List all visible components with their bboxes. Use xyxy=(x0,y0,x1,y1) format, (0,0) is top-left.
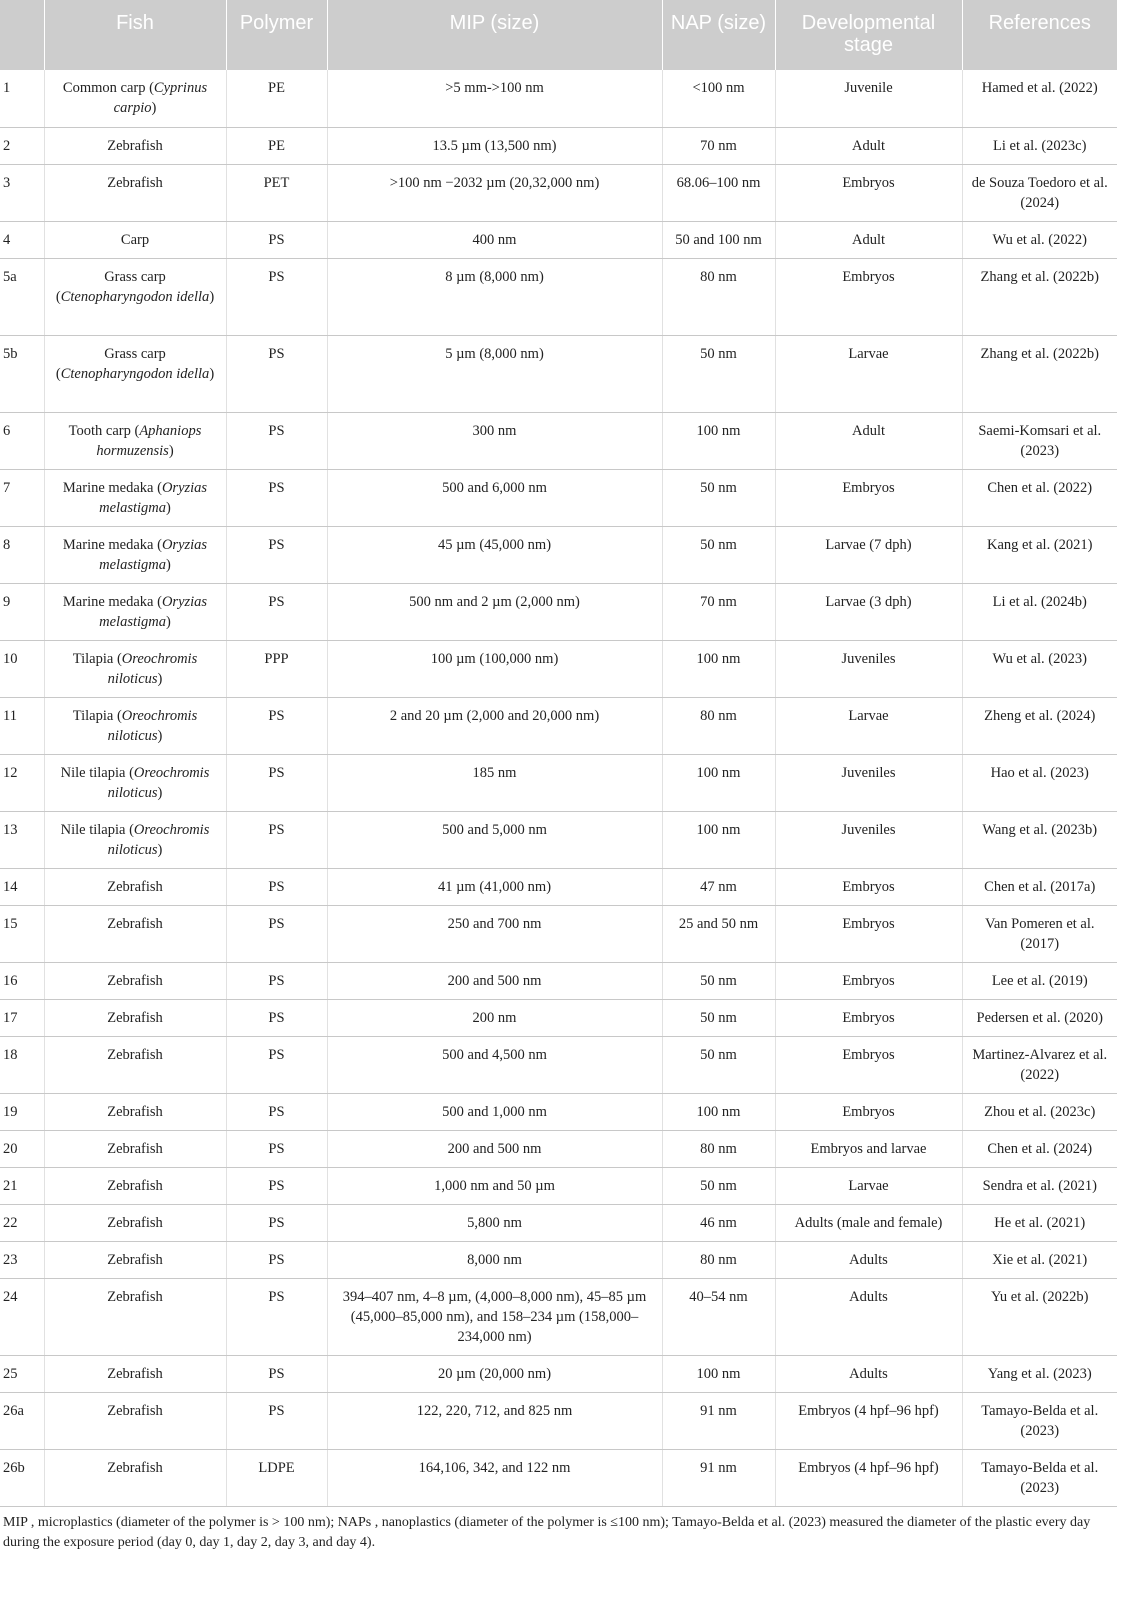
fish-name-close: ) xyxy=(166,556,171,573)
developmental-stage-cell: Embryos xyxy=(775,1036,962,1093)
table-row xyxy=(0,905,1117,962)
fish-name-close: ) xyxy=(209,288,215,305)
nap-size-cell: 50 and 100 nm xyxy=(662,221,775,258)
table-footnote: MIP , microplastics (diameter of the polymer is > 100 nm); NAPs , nanoplastics (diameter of the polymer is ≤100 nm); Tamayo-Belda et al. (2023) measured the diameter of the plastic every day during the exposure period (day 0, day 1, day 2, day 3, and day 4). xyxy=(3,1514,1091,1550)
row-id: 18 xyxy=(0,1036,44,1093)
reference-cell: Hamed et al. (2022) xyxy=(962,70,1117,127)
fish-species-name: Aphaniops hormuzensis xyxy=(96,422,202,459)
developmental-stage-cell: Embryos xyxy=(775,962,962,999)
fish-species-name: Ctenopharyngodon idella xyxy=(60,288,210,305)
table-row xyxy=(0,469,1117,526)
table-row xyxy=(0,754,1117,811)
mip-size-cell: 8 µm (8,000 nm) xyxy=(327,258,662,335)
reference-cell: Chen et al. (2022) xyxy=(962,469,1117,526)
nap-size-cell: 68.06–100 nm xyxy=(662,164,775,221)
developmental-stage-cell: Embryos xyxy=(775,868,962,905)
row-id: 7 xyxy=(0,469,44,526)
reference-cell: Zhang et al. (2022b) xyxy=(962,335,1117,412)
polymer-cell: PET xyxy=(226,164,327,221)
polymer-cell: PS xyxy=(226,1167,327,1204)
row-id: 2 xyxy=(0,127,44,164)
developmental-stage-cell: Juveniles xyxy=(775,754,962,811)
nap-size-cell: 80 nm xyxy=(662,697,775,754)
nap-size-cell: 91 nm xyxy=(662,1392,775,1449)
nap-size-cell: 80 nm xyxy=(662,1130,775,1167)
fish-cell xyxy=(44,1167,226,1204)
mip-size-cell: 200 and 500 nm xyxy=(327,962,662,999)
developmental-stage-cell: Larvae (7 dph) xyxy=(775,526,962,583)
fish-cell xyxy=(44,258,226,335)
polymer-cell: LDPE xyxy=(226,1449,327,1506)
reference-cell: Kang et al. (2021) xyxy=(962,526,1117,583)
developmental-stage-cell: Adult xyxy=(775,127,962,164)
developmental-stage-cell: Juveniles xyxy=(775,811,962,868)
reference-cell: Chen et al. (2017a) xyxy=(962,868,1117,905)
fish-common-name: Zebrafish xyxy=(107,972,163,989)
fish-cell xyxy=(44,1392,226,1449)
polymer-cell: PS xyxy=(226,1036,327,1093)
polymer-cell: PS xyxy=(226,999,327,1036)
mip-size-cell: 100 µm (100,000 nm) xyxy=(327,640,662,697)
reference-cell: Wang et al. (2023b) xyxy=(962,811,1117,868)
developmental-stage-cell: Juvenile xyxy=(775,70,962,127)
reference-cell: Chen et al. (2024) xyxy=(962,1130,1117,1167)
table-row xyxy=(0,583,1117,640)
table-row xyxy=(0,164,1117,221)
polymer-cell: PS xyxy=(226,754,327,811)
polymer-cell: PS xyxy=(226,258,327,335)
row-id: 21 xyxy=(0,1167,44,1204)
fish-common-name: Zebrafish xyxy=(107,1365,163,1382)
developmental-stage-cell: Larvae xyxy=(775,335,962,412)
reference-cell: Van Pomeren et al. (2017) xyxy=(962,905,1117,962)
developmental-stage-cell: Embryos xyxy=(775,164,962,221)
nap-size-cell: 50 nm xyxy=(662,335,775,412)
developmental-stage-cell: Larvae (3 dph) xyxy=(775,583,962,640)
fish-common-name: Tooth carp ( xyxy=(68,422,140,439)
row-id: 6 xyxy=(0,412,44,469)
mip-size-cell: 200 nm xyxy=(327,999,662,1036)
nap-size-cell: 47 nm xyxy=(662,868,775,905)
mip-size-cell: 2 and 20 µm (2,000 and 20,000 nm) xyxy=(327,697,662,754)
header-mip-size: MIP (size) xyxy=(327,0,662,70)
fish-name-close: ) xyxy=(166,499,171,516)
developmental-stage-cell: Larvae xyxy=(775,697,962,754)
mip-size-cell: 122, 220, 712, and 825 nm xyxy=(327,1392,662,1449)
mip-size-cell: 5 µm (8,000 nm) xyxy=(327,335,662,412)
row-id: 10 xyxy=(0,640,44,697)
nap-size-cell: 80 nm xyxy=(662,1241,775,1278)
fish-species-name: Cyprinus carpio xyxy=(113,80,208,116)
fish-cell xyxy=(44,335,226,412)
polymer-cell: PPP xyxy=(226,640,327,697)
row-id: 17 xyxy=(0,999,44,1036)
fish-species-name: Oryzias melastigma xyxy=(99,479,208,516)
row-id: 19 xyxy=(0,1093,44,1130)
fish-common-name: Marine medaka ( xyxy=(62,593,162,610)
nap-size-cell: 25 and 50 nm xyxy=(662,905,775,962)
fish-cell xyxy=(44,1130,226,1167)
mip-size-cell: 300 nm xyxy=(327,412,662,469)
nap-size-cell: 50 nm xyxy=(662,1036,775,1093)
fish-cell xyxy=(44,1204,226,1241)
fish-common-name: Zebrafish xyxy=(107,915,163,932)
fish-name-close: ) xyxy=(151,100,157,116)
fish-common-name: Zebrafish xyxy=(107,1214,163,1231)
mip-size-cell: >5 mm->100 nm xyxy=(327,70,662,127)
row-id: 25 xyxy=(0,1355,44,1392)
developmental-stage-cell: Embryos xyxy=(775,258,962,335)
mip-size-cell: 200 and 500 nm xyxy=(327,1130,662,1167)
row-id: 12 xyxy=(0,754,44,811)
developmental-stage-cell: Embryos (4 hpf–96 hpf) xyxy=(775,1392,962,1449)
table-row xyxy=(0,811,1117,868)
fish-cell xyxy=(44,526,226,583)
reference-cell: He et al. (2021) xyxy=(962,1204,1117,1241)
fish-common-name: Marine medaka ( xyxy=(62,479,162,496)
fish-species-name: Oreochromis niloticus xyxy=(107,764,210,801)
fish-species-name: Oryzias melastigma xyxy=(99,593,208,630)
reference-cell: de Souza Toedoro et al. (2024) xyxy=(962,164,1117,221)
mip-size-cell: 41 µm (41,000 nm) xyxy=(327,868,662,905)
reference-cell: Sendra et al. (2021) xyxy=(962,1167,1117,1204)
fish-species-name: Oryzias melastigma xyxy=(99,536,208,573)
developmental-stage-cell: Embryos xyxy=(775,1093,962,1130)
polymer-cell: PS xyxy=(226,1355,327,1392)
table-row xyxy=(0,962,1117,999)
developmental-stage-cell: Adults xyxy=(775,1278,962,1355)
mip-size-cell: >100 nm −2032 µm (20,32,000 nm) xyxy=(327,164,662,221)
table-row xyxy=(0,526,1117,583)
nap-size-cell: 70 nm xyxy=(662,127,775,164)
nap-size-cell: 50 nm xyxy=(662,526,775,583)
developmental-stage-cell: Adults xyxy=(775,1241,962,1278)
table-row xyxy=(0,412,1117,469)
table-row xyxy=(0,999,1117,1036)
developmental-stage-cell: Larvae xyxy=(775,1167,962,1204)
polymer-cell: PS xyxy=(226,1093,327,1130)
polymer-cell: PS xyxy=(226,469,327,526)
fish-common-name: Nile tilapia ( xyxy=(60,764,134,781)
mip-size-cell: 1,000 nm and 50 µm xyxy=(327,1167,662,1204)
row-id: 13 xyxy=(0,811,44,868)
fish-name-close: ) xyxy=(157,784,163,801)
fish-cell xyxy=(44,1355,226,1392)
reference-cell: Martinez-Alvarez et al. (2022) xyxy=(962,1036,1117,1093)
table-row xyxy=(0,335,1117,412)
fish-common-name: Zebrafish xyxy=(107,1288,163,1305)
row-id: 16 xyxy=(0,962,44,999)
row-id: 5a xyxy=(0,258,44,335)
mip-size-cell: 500 and 4,500 nm xyxy=(327,1036,662,1093)
developmental-stage-cell: Embryos xyxy=(775,999,962,1036)
reference-cell: Zhang et al. (2022b) xyxy=(962,258,1117,335)
mip-size-cell: 394–407 nm, 4–8 µm, (4,000–8,000 nm), 45–85 µm (45,000–85,000 nm), and 158–234 µm (158,000–234,000 nm) xyxy=(327,1278,662,1355)
fish-cell xyxy=(44,164,226,221)
fish-common-name: Zebrafish xyxy=(107,1009,163,1026)
fish-cell xyxy=(44,412,226,469)
mip-size-cell: 20 µm (20,000 nm) xyxy=(327,1355,662,1392)
row-id: 24 xyxy=(0,1278,44,1355)
fish-cell xyxy=(44,1036,226,1093)
header-fish: Fish xyxy=(44,0,226,70)
row-id: 26b xyxy=(0,1449,44,1506)
fish-cell xyxy=(44,905,226,962)
table-row xyxy=(0,640,1117,697)
fish-common-name: Zebrafish xyxy=(107,1402,163,1419)
polymer-cell: PS xyxy=(226,1278,327,1355)
fish-common-name: Zebrafish xyxy=(107,1103,163,1120)
fish-cell xyxy=(44,754,226,811)
fish-cell xyxy=(44,583,226,640)
mip-size-cell: 500 and 6,000 nm xyxy=(327,469,662,526)
polymer-cell: PS xyxy=(226,905,327,962)
row-id: 1 xyxy=(0,70,44,127)
nap-size-cell: 100 nm xyxy=(662,754,775,811)
row-id: 15 xyxy=(0,905,44,962)
fish-cell xyxy=(44,999,226,1036)
fish-cell xyxy=(44,697,226,754)
table-row xyxy=(0,127,1117,164)
table-body xyxy=(0,70,1117,1506)
mip-size-cell: 500 and 5,000 nm xyxy=(327,811,662,868)
nap-size-cell: 50 nm xyxy=(662,1167,775,1204)
nap-size-cell: 46 nm xyxy=(662,1204,775,1241)
mip-size-cell: 13.5 µm (13,500 nm) xyxy=(327,127,662,164)
reference-cell: Li et al. (2023c) xyxy=(962,127,1117,164)
polymer-cell: PS xyxy=(226,1130,327,1167)
table-row xyxy=(0,697,1117,754)
nap-size-cell: 100 nm xyxy=(662,412,775,469)
fish-cell xyxy=(44,469,226,526)
header-polymer: Polymer xyxy=(226,0,327,70)
table-header xyxy=(0,0,1117,70)
mip-size-cell: 45 µm (45,000 nm) xyxy=(327,526,662,583)
polymer-cell: PS xyxy=(226,526,327,583)
fish-common-name: Marine medaka ( xyxy=(62,536,162,553)
developmental-stage-cell: Embryos (4 hpf–96 hpf) xyxy=(775,1449,962,1506)
fish-name-close: ) xyxy=(209,365,215,382)
polymer-cell: PE xyxy=(226,127,327,164)
row-id: 22 xyxy=(0,1204,44,1241)
nap-size-cell: 50 nm xyxy=(662,469,775,526)
row-id: 8 xyxy=(0,526,44,583)
fish-cell xyxy=(44,868,226,905)
mip-size-cell: 8,000 nm xyxy=(327,1241,662,1278)
table-row xyxy=(0,221,1117,258)
reference-cell: Tamayo-Belda et al. (2023) xyxy=(962,1392,1117,1449)
nap-size-cell: 91 nm xyxy=(662,1449,775,1506)
nap-size-cell: 100 nm xyxy=(662,640,775,697)
row-id: 26a xyxy=(0,1392,44,1449)
table-row xyxy=(0,1392,1117,1449)
reference-cell: Zheng et al. (2024) xyxy=(962,697,1117,754)
polymer-cell: PS xyxy=(226,1241,327,1278)
nap-size-cell: 100 nm xyxy=(662,811,775,868)
reference-cell: Lee et al. (2019) xyxy=(962,962,1117,999)
nap-size-cell: 80 nm xyxy=(662,258,775,335)
polymer-cell: PS xyxy=(226,412,327,469)
fish-common-name: Zebrafish xyxy=(107,137,163,154)
table-row xyxy=(0,1278,1117,1355)
developmental-stage-cell: Adults xyxy=(775,1355,962,1392)
polymer-cell: PE xyxy=(226,70,327,127)
reference-cell: Wu et al. (2023) xyxy=(962,640,1117,697)
row-id: 11 xyxy=(0,697,44,754)
developmental-stage-cell: Adults (male and female) xyxy=(775,1204,962,1241)
row-id: 9 xyxy=(0,583,44,640)
mip-size-cell: 400 nm xyxy=(327,221,662,258)
reference-cell: Wu et al. (2022) xyxy=(962,221,1117,258)
reference-cell: Zhou et al. (2023c) xyxy=(962,1093,1117,1130)
header-index xyxy=(0,0,44,70)
reference-cell: Tamayo-Belda et al. (2023) xyxy=(962,1449,1117,1506)
table-row xyxy=(0,1355,1117,1392)
fish-name-close: ) xyxy=(168,442,174,459)
developmental-stage-cell: Embryos xyxy=(775,905,962,962)
row-id: 20 xyxy=(0,1130,44,1167)
fish-cell xyxy=(44,1093,226,1130)
reference-cell: Xie et al. (2021) xyxy=(962,1241,1117,1278)
developmental-stage-cell: Adult xyxy=(775,221,962,258)
row-id: 23 xyxy=(0,1241,44,1278)
developmental-stage-cell: Embryos and larvae xyxy=(775,1130,962,1167)
reference-cell: Yu et al. (2022b) xyxy=(962,1278,1117,1355)
nap-size-cell: 40–54 nm xyxy=(662,1278,775,1355)
nap-size-cell: 100 nm xyxy=(662,1355,775,1392)
mip-size-cell: 5,800 nm xyxy=(327,1204,662,1241)
developmental-stage-cell: Adult xyxy=(775,412,962,469)
fish-cell xyxy=(44,1449,226,1506)
polymer-cell: PS xyxy=(226,962,327,999)
fish-name-close: ) xyxy=(166,613,171,630)
fish-common-name: Tilapia ( xyxy=(72,707,122,724)
fish-cell xyxy=(44,811,226,868)
polymer-cell: PS xyxy=(226,583,327,640)
fish-common-name: Tilapia ( xyxy=(72,650,122,667)
fish-cell xyxy=(44,1241,226,1278)
fish-common-name: Zebrafish xyxy=(107,1140,163,1157)
table-row xyxy=(0,1130,1117,1167)
nap-size-cell: 100 nm xyxy=(662,1093,775,1130)
fish-common-name: Zebrafish xyxy=(107,1459,163,1476)
developmental-stage-cell: Juveniles xyxy=(775,640,962,697)
fish-common-name: Zebrafish xyxy=(107,1177,163,1194)
fish-cell xyxy=(44,640,226,697)
header-developmental-stage: Developmental stage xyxy=(775,0,962,70)
table-row xyxy=(0,1093,1117,1130)
developmental-stage-cell: Embryos xyxy=(775,469,962,526)
row-id: 4 xyxy=(0,221,44,258)
header-row xyxy=(0,0,1117,70)
table-row xyxy=(0,1036,1117,1093)
fish-species-name: Oreochromis niloticus xyxy=(107,821,210,858)
nap-size-cell: 50 nm xyxy=(662,962,775,999)
nap-size-cell: 70 nm xyxy=(662,583,775,640)
fish-common-name: Grass carp ( xyxy=(55,268,166,305)
table-row xyxy=(0,258,1117,335)
table-row xyxy=(0,1167,1117,1204)
row-id: 3 xyxy=(0,164,44,221)
table-row xyxy=(0,868,1117,905)
fish-common-name: Zebrafish xyxy=(107,878,163,895)
mip-size-cell: 500 and 1,000 nm xyxy=(327,1093,662,1130)
polymer-cell: PS xyxy=(226,335,327,412)
row-id: 14 xyxy=(0,868,44,905)
table-row xyxy=(0,1449,1117,1506)
fish-name-close: ) xyxy=(157,727,163,744)
reference-cell: Li et al. (2024b) xyxy=(962,583,1117,640)
row-id: 5b xyxy=(0,335,44,412)
nap-size-cell: 50 nm xyxy=(662,999,775,1036)
polymer-cell: PS xyxy=(226,811,327,868)
reference-cell: Saemi-Komsari et al. (2023) xyxy=(962,412,1117,469)
nap-size-cell: <100 nm xyxy=(662,70,775,127)
reference-cell: Hao et al. (2023) xyxy=(962,754,1117,811)
fish-cell xyxy=(44,962,226,999)
fish-name-close: ) xyxy=(157,841,163,858)
polymer-cell: PS xyxy=(226,868,327,905)
fish-species-name: Ctenopharyngodon idella xyxy=(60,365,210,382)
fish-cell xyxy=(44,221,226,258)
fish-common-name: Zebrafish xyxy=(107,1046,163,1063)
polymer-cell: PS xyxy=(226,221,327,258)
reference-cell: Yang et al. (2023) xyxy=(962,1355,1117,1392)
reference-cell: Pedersen et al. (2020) xyxy=(962,999,1117,1036)
polymer-cell: PS xyxy=(226,1392,327,1449)
fish-cell xyxy=(44,70,226,127)
header-references: References xyxy=(962,0,1117,70)
header-nap-size: NAP (size) xyxy=(662,0,775,70)
fish-common-name: Common carp ( xyxy=(62,80,154,96)
fish-common-name: Grass carp ( xyxy=(55,345,166,382)
table-row xyxy=(0,70,1117,127)
table-row xyxy=(0,1204,1117,1241)
fish-cell xyxy=(44,127,226,164)
fish-common-name: Zebrafish xyxy=(107,1251,163,1268)
mip-size-cell: 185 nm xyxy=(327,754,662,811)
fish-cell xyxy=(44,1278,226,1355)
fish-species-name: Oreochromis niloticus xyxy=(107,650,198,687)
mip-size-cell: 250 and 700 nm xyxy=(327,905,662,962)
fish-common-name: Carp xyxy=(120,231,150,248)
polymer-cell: PS xyxy=(226,697,327,754)
mip-size-cell: 164,106, 342, and 122 nm xyxy=(327,1449,662,1506)
fish-name-close: ) xyxy=(157,670,163,687)
table-row xyxy=(0,1241,1117,1278)
fish-species-name: Oreochromis niloticus xyxy=(107,707,198,744)
fish-common-name: Nile tilapia ( xyxy=(60,821,134,838)
fish-common-name: Zebrafish xyxy=(107,174,163,191)
polymer-cell: PS xyxy=(226,1204,327,1241)
mip-size-cell: 500 nm and 2 µm (2,000 nm) xyxy=(327,583,662,640)
